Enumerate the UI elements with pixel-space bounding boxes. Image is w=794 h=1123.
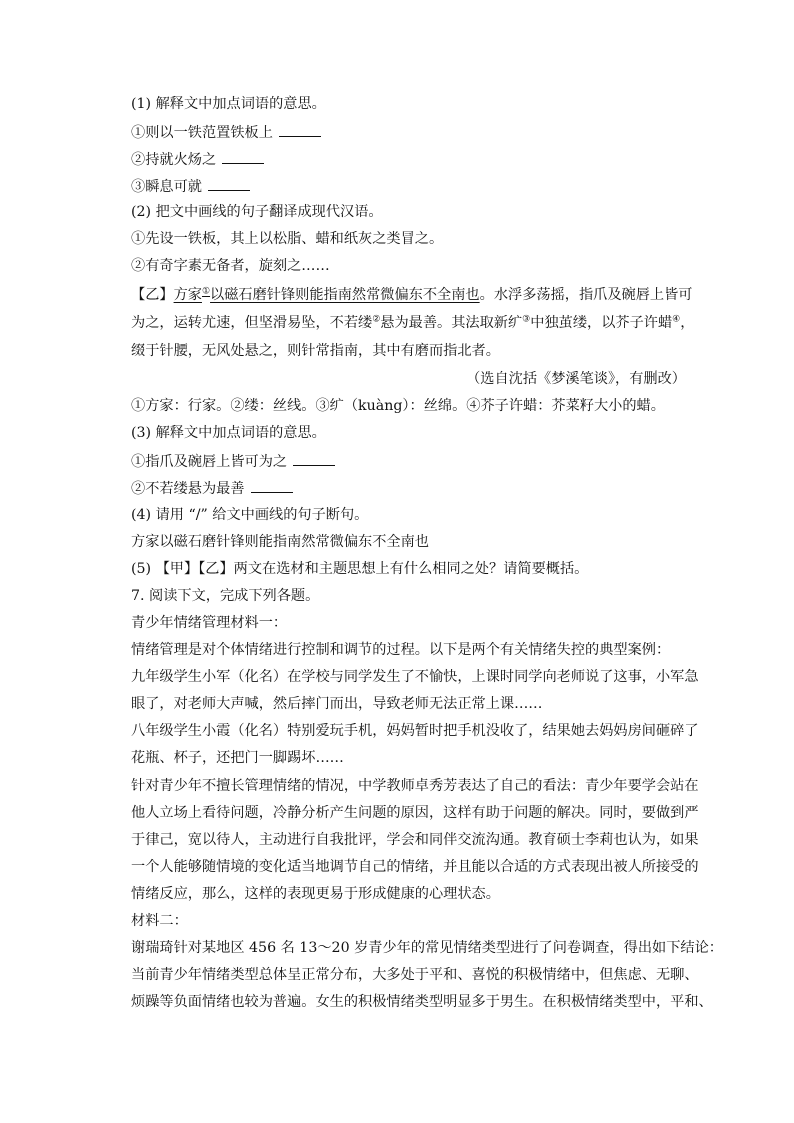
material-2-line: 当前青少年情绪类型总体呈正常分布，大多处于平和、喜悦的积极情绪中，但焦虑、无聊、 (131, 967, 699, 983)
answer-blank[interactable] (293, 450, 335, 466)
material-1-line: 于律己，宽以待人，主动进行自我批评，学会和同伴交流沟通。教育硕士李莉也认为，如果 (131, 832, 699, 848)
material-1-line: 一个人能够随情境的变化适当地调节自己的情绪，并且能以合适的方式表现出被人所接受的 (131, 859, 699, 875)
passage-yi-line-1: 【乙】方家①以磁石磨针锋则能指南然常微偏东不全南也。水浮多荡摇，指爪及碗唇上皆可 (131, 286, 693, 303)
q7-title: 7. 阅读下文，完成下列各题。 (131, 588, 320, 604)
footnote-marker: ③ (522, 314, 531, 325)
footnote-marker: ④ (672, 314, 681, 325)
q2-item-b: ②有奇字素无备者，旋刻之…… (131, 258, 330, 274)
answer-blank[interactable] (251, 477, 293, 493)
q1-title: (1) 解释文中加点词语的意思。 (131, 96, 326, 112)
q1-item-b: ②持就火炀之 (131, 148, 701, 170)
passage-notes: ①方家：行家。②缕：丝线。③纩（kuàng）：丝绵。④芥子许蜡：芥菜籽大小的蜡。 (131, 398, 665, 414)
q2-title: (2) 把文中画线的句子翻译成现代汉语。 (131, 204, 383, 220)
q3-item-b: ②不若缕悬为最善 (131, 477, 701, 499)
q1-item-c: ③瞬息可就 (131, 175, 701, 197)
passage-yi-line-2: 为之，运转尤速，但坚滑易坠，不若缕②悬为最善。其法取新纩③中独茧缕，以芥子许蜡④， (131, 314, 695, 331)
underlined-sentence: 以磁石磨针锋则能指南然常微偏东不全南也 (210, 287, 480, 303)
answer-blank[interactable] (222, 148, 264, 164)
answer-blank[interactable] (208, 175, 250, 191)
material-1-line: 针对青少年不擅长管理情绪的情况，中学教师卓秀芳表达了自己的看法：青少年要学会站在 (131, 778, 699, 794)
material-2-title: 材料二： (131, 913, 188, 929)
material-1-line: 眼了，对老师大声喊，然后摔门而出，导致老师无法正常上课…… (131, 696, 543, 712)
q2-item-a: ①先设一铁板，其上以松脂、蜡和纸灰之类冒之。 (131, 231, 444, 247)
q4-title: (4) 请用 “/” 给文中画线的句子断句。 (131, 507, 369, 523)
material-2-line: 谢瑞琦针对某地区 456 名 13～20 岁青少年的常见情绪类型进行了问卷调查，得出如下结论： (131, 940, 723, 956)
material-1-line: 花瓶、杯子，还把门一脚踢坏…… (131, 750, 344, 766)
q5-question: (5) 【甲】【乙】两文在选材和主题思想上有什么相同之处？请简要概括。 (131, 561, 589, 577)
answer-blank[interactable] (279, 121, 321, 137)
material-1-line: 情绪管理是对个体情绪进行控制和调节的过程。以下是两个有关情绪失控的典型案例： (131, 642, 671, 658)
passage-source: （选自沈括《梦溪笔谈》，有删改） (466, 371, 686, 387)
material-2-line: 烦躁等负面情绪也较为普遍。女生的积极情绪类型明显多于男生。在积极情绪类型中，平和、 (131, 994, 713, 1010)
passage-yi-line-3: 缀于针腰，无风处悬之，则针常指南，其中有磨而指北者。 (131, 343, 500, 359)
q1-item-a: ①则以一铁范置铁板上 (131, 121, 701, 143)
material-1-title: 青少年情绪管理材料一： (131, 615, 288, 631)
q4-sentence: 方家以磁石磨针锋则能指南然常微偏东不全南也 (131, 534, 429, 550)
passage-label: 【乙】 (131, 287, 174, 303)
q3-title: (3) 解释文中加点词语的意思。 (131, 425, 326, 441)
q3-item-a: ①指爪及碗唇上皆可为之 (131, 450, 701, 472)
footnote-marker: ① (201, 286, 211, 297)
material-1-line: 他人立场上看待问题，冷静分析产生问题的原因，这样有助于问题的解决。同时，要做到严 (131, 805, 699, 821)
material-1-line: 情绪反应，那么，这样的表现更易于形成健康的心理状态。 (131, 886, 500, 902)
material-1-line: 八年级学生小霞（化名）特别爱玩手机，妈妈暂时把手机没收了，结果她去妈妈房间砸碎了 (131, 723, 699, 739)
material-1-line: 九年级学生小军（化名）在学校与同学发生了不愉快，上课时同学向老师说了这事，小军急 (131, 669, 699, 685)
footnote-marker: ② (372, 314, 381, 325)
